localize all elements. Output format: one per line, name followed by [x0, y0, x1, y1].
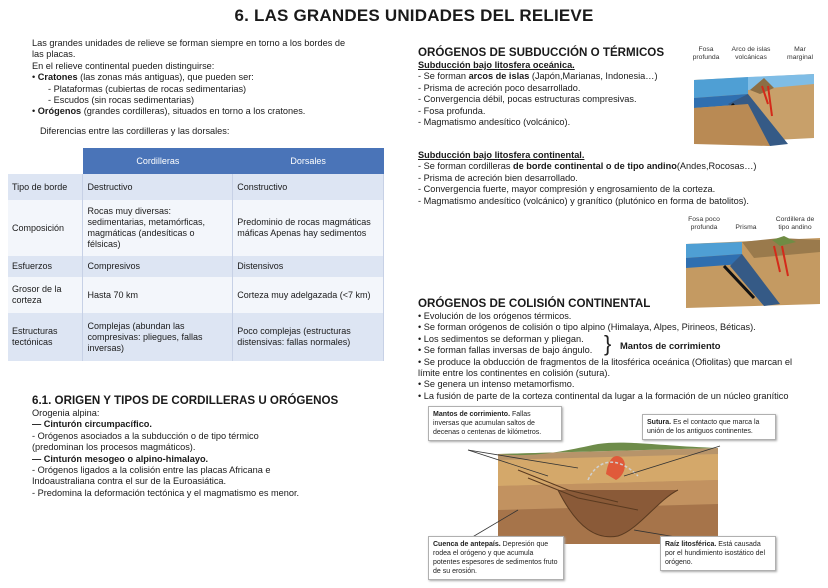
subduccion-continental-block	[418, 150, 818, 207]
note-raiz-litosferica: Raíz litosférica. Está causada por el hundimiento isostático del orógeno.	[660, 536, 776, 571]
s61-line: - Orógenos asociados a la subducción o de tipo térmico	[32, 430, 259, 441]
header-cordilleras: Cordilleras	[83, 148, 233, 174]
cell-dorsales: Corteza muy adelgazada (<7 km)	[233, 277, 384, 313]
colision-line: • La fusión de parte de la corteza continental da lugar a la formación de un núcleo granítico	[418, 390, 789, 401]
subduction-oceanic-diagram	[688, 64, 820, 150]
mantos-label: Mantos de corrimiento	[620, 340, 721, 351]
table-row	[8, 313, 384, 361]
s61-line: — Cinturón mesogeo o alpino-himalayo.	[32, 453, 209, 464]
header-dorsales: Dorsales	[233, 148, 384, 174]
continental-title: Subducción bajo litosfera continental.	[418, 150, 585, 160]
colision-line: • Se forman fallas inversas de bajo ángulo.	[418, 345, 593, 356]
cell-cordilleras: Compresivos	[83, 256, 233, 277]
cell-cordilleras: Destructivo	[83, 174, 233, 200]
table-row	[8, 277, 384, 313]
note-cuenca-antepais: Cuenca de antepaís. Depresión que rodea el orógeno y que acumula potentes espesores de sedimentos fruto de su erosión.	[428, 536, 564, 580]
mantos-brace: }	[604, 331, 612, 356]
colision-line: • Los sedimentos se deforman y pliegan.	[418, 333, 584, 344]
colision-line: límite entre los continentes en colisión (sutura).	[418, 368, 611, 379]
cell-dorsales: Poco complejas (estructuras distensivas: fallas normales)	[233, 313, 384, 361]
caption-fosa-profunda: Fosa profunda	[692, 46, 720, 61]
colision-body	[418, 311, 822, 402]
cell-cordilleras: Hasta 70 km	[83, 277, 233, 313]
comparison-table	[8, 148, 384, 361]
s61-line: (predominan los procesos magmáticos).	[32, 442, 196, 453]
caption-arco-islas: Arco de islas volcánicas	[731, 46, 771, 61]
colision-line: • Se produce la obducción de fragmentos de la litosférica oceánica (Ofiolitas) que marcan el	[418, 356, 792, 367]
diff-line: Diferencias entre las cordilleras y las dorsales:	[40, 125, 230, 136]
colision-line: • Se genera un intenso metamorfismo.	[418, 379, 575, 390]
colision-line: • Evolución de los orógenos térmicos.	[418, 311, 572, 321]
intro-line: Las grandes unidades de relieve se forman siempre en torno a los bordes de	[32, 38, 346, 48]
s61-line: - Orógenos ligados a la colisión entre las placas Africana e	[32, 465, 271, 476]
intro-line: En el relieve continental pueden distinguirse:	[32, 60, 215, 71]
colision-title: ORÓGENOS DE COLISIÓN CONTINENTAL	[418, 297, 651, 310]
row-label: Grosor de la corteza	[8, 277, 83, 313]
intro-line: las placas.	[32, 49, 76, 60]
figure-subduction-continental	[684, 214, 824, 310]
continental-line: - Se forman cordilleras de borde continental o de tipo andino(Andes,Rocosas…)	[418, 161, 757, 172]
escudos-item: - Escudos (sin rocas sedimentarias)	[48, 95, 195, 106]
oceanica-line: - Magmatismo andesítico (volcánico).	[418, 117, 571, 128]
caption-mar-marginal: Mar marginal	[786, 46, 814, 61]
subduction-continental-diagram	[684, 236, 824, 310]
caption-prisma: Prisma	[735, 224, 757, 231]
oceanica-line: - Fosa profunda.	[418, 105, 486, 116]
oceanica-line: - Se forman arcos de islas (Japón,Marianas, Indonesia…)	[418, 71, 658, 82]
subduccion-oceanica-block	[418, 60, 688, 128]
continental-line: - Prisma de acreción bien desarrollado.	[418, 172, 578, 183]
row-label: Esfuerzos	[8, 256, 83, 277]
section-6-1-title: 6.1. ORIGEN Y TIPOS DE CORDILLERAS U ORÓGENOS	[32, 394, 339, 407]
cratones-item: • Cratones (las zonas más antiguas), que pueden ser:	[32, 72, 254, 83]
note-sutura: Sutura. Es el contacto que marca la unión de los antiguos continentes.	[642, 414, 776, 440]
caption-cordillera-andina: Cordillera de tipo andino	[775, 216, 815, 231]
section-6-1-body	[32, 408, 392, 499]
table-row	[8, 174, 384, 200]
figure-subduction-oceanic	[688, 44, 820, 150]
s61-line: - Predomina la deformación tectónica y el magmatismo es menor.	[32, 487, 300, 498]
table-row	[8, 200, 384, 256]
cell-dorsales: Constructivo	[233, 174, 384, 200]
cell-cordilleras: Complejas (abundan las compresivas: pliegues, fallas inversas)	[83, 313, 233, 361]
colision-line: • Se forman orógenos de colisión o tipo alpino (Himalaya, Alpes, Pirineos, Béticas).	[418, 322, 756, 333]
cell-dorsales: Distensivos	[233, 256, 384, 277]
row-label: Tipo de borde	[8, 174, 83, 200]
plataformas-item: - Plataformas (cubiertas de rocas sedimentarias)	[48, 83, 247, 94]
figure-collision	[428, 406, 774, 584]
s61-line: Indoaustraliana contra el sur de la Euroasiática.	[32, 476, 227, 487]
s61-line: Orogenia alpina:	[32, 408, 100, 418]
note-mantos-corrimiento: Mantos de corrimiento. Fallas inversas que acumulan saltos de decenas o centenas de kilómetros.	[428, 406, 562, 441]
caption-fosa-poco-profunda: Fosa poco profunda	[688, 216, 720, 231]
intro-block	[32, 38, 382, 137]
cell-dorsales: Predominio de rocas magmáticas máficas Apenas hay sedimentos	[233, 200, 384, 256]
cell-cordilleras: Rocas muy diversas: sedimentarias, metamórficas, magmáticas (andesíticas o félsicas)	[83, 200, 233, 256]
continental-line: - Magmatismo andesítico (volcánico) y granítico (plutónico en forma de batolitos).	[418, 195, 749, 206]
continental-line: - Convergencia fuerte, mayor compresión y engrosamiento de la corteza.	[418, 184, 716, 195]
row-label: Composición	[8, 200, 83, 256]
oceanica-line: - Prisma de acreción poco desarrollado.	[418, 82, 581, 93]
orogenos-item: • Orógenos (grandes cordilleras), situados en torno a los cratones.	[32, 106, 306, 117]
page-title: 6. LAS GRANDES UNIDADES DEL RELIEVE	[234, 6, 594, 25]
subduccion-title: ORÓGENOS DE SUBDUCCIÓN O TÉRMICOS	[418, 46, 665, 59]
s61-line: — Cinturón circumpacífico.	[32, 419, 152, 430]
oceanica-line: - Convergencia débil, pocas estructuras compresivas.	[418, 94, 637, 105]
row-label: Estructuras tectónicas	[8, 313, 83, 361]
oceanica-title: Subducción bajo litosfera oceánica.	[418, 60, 575, 70]
table-row	[8, 256, 384, 277]
